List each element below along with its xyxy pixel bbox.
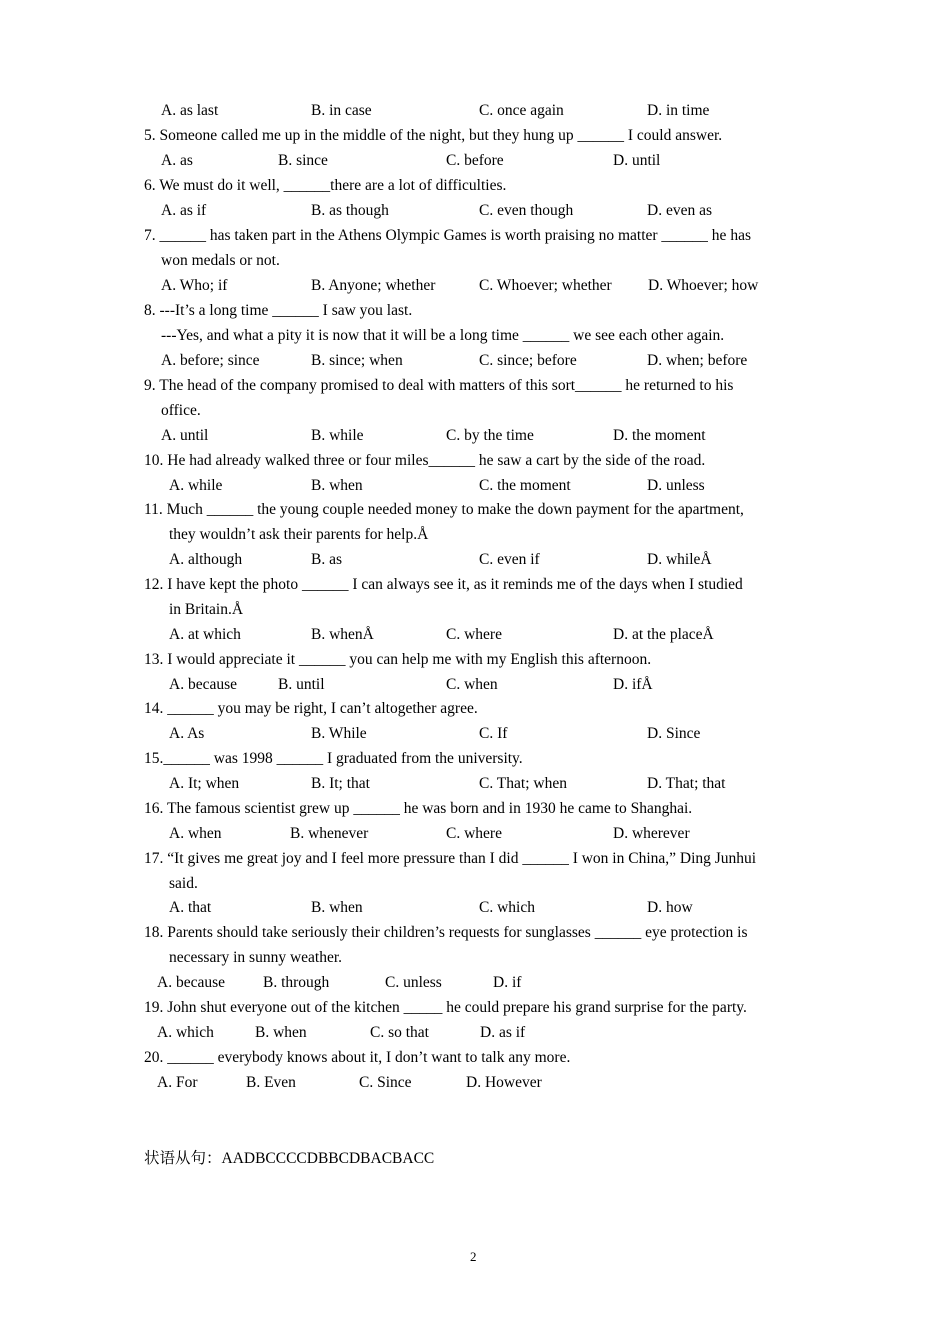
q14-option-a: A. As	[169, 725, 205, 742]
q8-question: 8. ---It’s a long time ______ I saw you last.	[144, 302, 413, 319]
q15-option-d: D. That; that	[647, 775, 726, 792]
q18-option-d: D. if	[493, 974, 522, 991]
q15-option-b: B. It; that	[311, 775, 370, 792]
q18-option-b: B. through	[263, 974, 330, 991]
q13-option-c: C. when	[446, 676, 498, 693]
q7-question-cont: won medals or not.	[161, 252, 280, 269]
q12-option-a: A. at which	[169, 626, 241, 643]
q6-option-d: D. even as	[647, 202, 712, 219]
q14-question: 14. ______ you may be right, I can’t altogether agree.	[144, 700, 478, 717]
q17-option-d: D. how	[647, 899, 693, 916]
q13-option-a: A. because	[169, 676, 237, 693]
q8-question-cont: ---Yes, and what a pity it is now that it will be a long time ______ we see each other again.	[161, 327, 725, 344]
q14-option-b: B. While	[311, 725, 367, 742]
q15-option-c: C. That; when	[479, 775, 567, 792]
page-number: 2	[470, 1249, 477, 1264]
q11-option-b: B. as	[311, 551, 342, 568]
q12-option-c: C. where	[446, 626, 502, 643]
q12-option-b: B. whenÅ	[311, 626, 374, 643]
q9-option-d: D. the moment	[613, 427, 706, 444]
q17-question: 17. “It gives me great joy and I feel more pressure than I did ______ I won in China,” Ding Junhui	[144, 850, 757, 867]
q9-option-a: A. until	[161, 427, 209, 444]
q20-option-a: A. For	[157, 1074, 198, 1091]
q13-option-d: D. ifÅ	[613, 676, 653, 693]
q7-option-a: A. Who; if	[161, 277, 228, 294]
q15-question: 15.______ was 1998 ______ I graduated from the university.	[144, 750, 523, 767]
q8-option-c: C. since; before	[479, 352, 577, 369]
q9-option-c: C. by the time	[446, 427, 534, 444]
q11-question: 11. Much ______ the young couple needed money to make the down payment for the apartment,	[144, 501, 744, 518]
q19-option-a: A. which	[157, 1024, 214, 1041]
q10-question: 10. He had already walked three or four miles______ he saw a cart by the side of the road.	[144, 452, 706, 469]
q8-option-d: D. when; before	[647, 352, 748, 369]
q19-option-d: D. as if	[480, 1024, 526, 1041]
q16-option-b: B. whenever	[290, 825, 369, 842]
q17-option-a: A. that	[169, 899, 212, 916]
q11-question-cont: they wouldn’t ask their parents for help.Å	[169, 526, 429, 543]
q17-option-b: B. when	[311, 899, 363, 916]
q20-question: 20. ______ everybody knows about it, I don’t want to talk any more.	[144, 1049, 571, 1066]
q18-question: 18. Parents should take seriously their children’s requests for sunglasses ______ eye protection is	[144, 924, 748, 941]
q9-option-b: B. while	[311, 427, 364, 444]
q10-option-c: C. the moment	[479, 477, 571, 494]
q5-option-c: C. before	[446, 152, 504, 169]
q19-option-c: C. so that	[370, 1024, 429, 1041]
q19-question: 19. John shut everyone out of the kitchen _____ he could prepare his grand surprise for the party.	[144, 999, 747, 1016]
q16-option-a: A. when	[169, 825, 222, 842]
q20-option-c: C. Since	[359, 1074, 412, 1091]
q16-question: 16. The famous scientist grew up ______ he was born and in 1930 he came to Shanghai.	[144, 800, 693, 817]
q15-option-a: A. It; when	[169, 775, 240, 792]
q14-option-c: C. If	[479, 725, 508, 742]
q7-question: 7. ______ has taken part in the Athens Olympic Games is worth praising no matter ______ he has	[144, 227, 751, 244]
q5-option-a: A. as	[161, 152, 193, 169]
q6-option-b: B. as though	[311, 202, 389, 219]
q16-option-d: D. wherever	[613, 825, 690, 842]
q4-option-c: C. once again	[479, 102, 564, 119]
q6-question: 6. We must do it well, ______there are a lot of difficulties.	[144, 177, 507, 194]
q8-option-a: A. before; since	[161, 352, 260, 369]
answer-key: 状语从句：AADBCCCCDBBCDBACBACC	[144, 1150, 435, 1167]
q18-option-c: C. unless	[385, 974, 442, 991]
q10-option-b: B. when	[311, 477, 363, 494]
q5-option-d: D. until	[613, 152, 661, 169]
q4-option-b: B. in case	[311, 102, 372, 119]
q11-option-a: A. although	[169, 551, 243, 568]
q9-question-cont: office.	[161, 402, 201, 419]
q18-question-cont: necessary in sunny weather.	[169, 949, 343, 966]
q14-option-d: D. Since	[647, 725, 701, 742]
q5-question: 5. Someone called me up in the middle of the night, but they hung up ______ I could answer.	[144, 127, 723, 144]
q11-option-c: C. even if	[479, 551, 540, 568]
q7-option-d: D. Whoever; how	[648, 277, 759, 294]
q20-option-d: D. However	[466, 1074, 542, 1091]
q10-option-a: A. while	[169, 477, 223, 494]
q18-option-a: A. because	[157, 974, 225, 991]
q7-option-c: C. Whoever; whether	[479, 277, 612, 294]
q12-option-d: D. at the placeÅ	[613, 626, 714, 643]
q17-question-cont: said.	[169, 875, 198, 892]
q16-option-c: C. where	[446, 825, 502, 842]
q10-option-d: D. unless	[647, 477, 705, 494]
q12-question: 12. I have kept the photo ______ I can always see it, as it reminds me of the days when I studied	[144, 576, 743, 593]
q7-option-b: B. Anyone; whether	[311, 277, 436, 294]
q17-option-c: C. which	[479, 899, 535, 916]
q9-question: 9. The head of the company promised to deal with matters of this sort______ he returned to his	[144, 377, 734, 394]
q8-option-b: B. since; when	[311, 352, 403, 369]
q13-option-b: B. until	[278, 676, 325, 693]
q20-option-b: B. Even	[246, 1074, 296, 1091]
q4-option-a: A. as last	[161, 102, 219, 119]
q6-option-a: A. as if	[161, 202, 207, 219]
q19-option-b: B. when	[255, 1024, 307, 1041]
q6-option-c: C. even though	[479, 202, 574, 219]
q13-question: 13. I would appreciate it ______ you can help me with my English this afternoon.	[144, 651, 652, 668]
q11-option-d: D. whileÅ	[647, 551, 712, 568]
q12-question-cont: in Britain.Å	[169, 601, 244, 618]
q4-option-d: D. in time	[647, 102, 710, 119]
q5-option-b: B. since	[278, 152, 328, 169]
